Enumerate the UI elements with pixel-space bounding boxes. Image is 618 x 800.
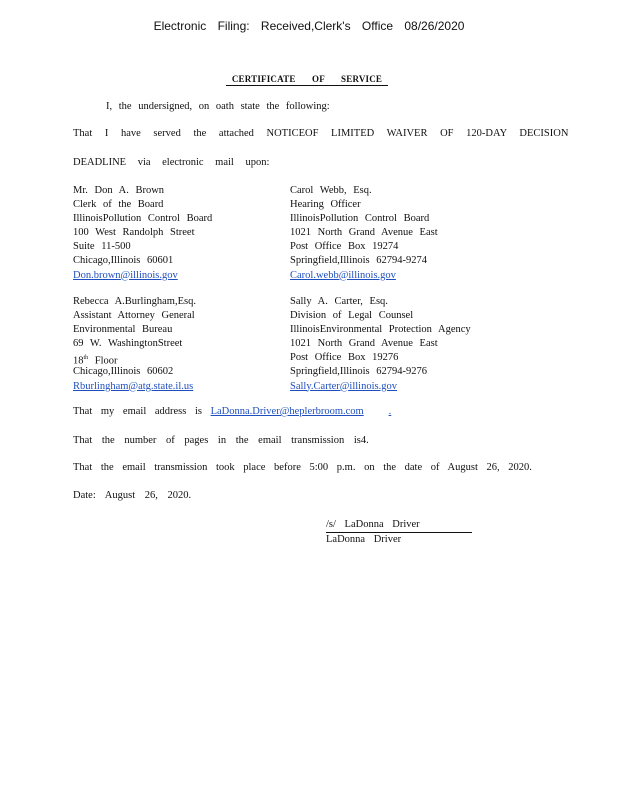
recipient-org: IllinoisPollution Control Board	[290, 213, 430, 225]
recipient-email-link[interactable]: Carol.webb@illinois.gov	[290, 269, 396, 281]
floor-suffix: th	[83, 355, 89, 362]
recipient-org: IllinoisEnvironmental Protection Agency	[290, 324, 471, 336]
served-line-2: DEADLINE via electronic mail upon:	[73, 157, 270, 168]
recipient-address-2: Post Office Box 19276	[290, 352, 399, 364]
floor-word: Floor	[94, 355, 118, 367]
recipient-brown	[73, 184, 212, 283]
recipient-name: Mr. Don A. Brown	[73, 185, 165, 196]
date-statement: Date: August 26, 2020.	[73, 490, 192, 501]
recipient-org: Environmental Bureau	[73, 324, 173, 336]
recipient-title: Assistant Attorney General	[73, 310, 195, 322]
recipient-burlingham	[73, 295, 211, 394]
recipient-address-2: Suite 11-500	[73, 241, 131, 253]
recipient-email-link[interactable]: Don.brown@illinois.gov	[73, 269, 178, 281]
recipient-name: Sally A. Carter, Esq.	[290, 296, 388, 307]
intro-text: I, the undersigned, on oath state the following:	[106, 101, 330, 112]
recipient-address-1: 100 West Randolph Street	[73, 227, 195, 239]
recipient-city: Springfield,Illinois 62794-9276	[290, 366, 427, 378]
pages-statement: That the number of pages in the email transmission is4.	[73, 435, 369, 446]
recipient-floor	[73, 351, 211, 365]
certificate-title: CERTIFICATE OF SERVICE	[226, 74, 388, 86]
signer-name: LaDonna Driver	[326, 534, 402, 545]
recipient-carter	[290, 295, 471, 394]
served-line-1: That I have served the attached NOTICEOF LIMITED WAIVER OF 120-DAY DECISION	[73, 128, 569, 139]
recipient-city: Chicago,Illinois 60602	[73, 366, 174, 378]
recipient-name: Rebecca A.Burlingham,Esq.	[73, 296, 196, 307]
recipient-email-link[interactable]: Sally.Carter@illinois.gov	[290, 380, 397, 392]
recipient-title: Hearing Officer	[290, 199, 361, 211]
email-prefix: That my email address is	[73, 406, 202, 417]
recipient-webb	[290, 184, 438, 283]
signature-line: /s/ LaDonna Driver	[326, 518, 472, 533]
recipient-address-1: 69 W. WashingtonStreet	[73, 338, 183, 350]
time-statement: That the email transmission took place before 5:00 p.m. on the date of August 26, 2020.	[73, 462, 532, 473]
recipient-name: Carol Webb, Esq.	[290, 185, 372, 196]
recipient-city: Chicago,Illinois 60601	[73, 255, 174, 267]
floor-number: 18	[73, 355, 84, 367]
filing-header: Electronic Filing: Received,Clerk's Office 08/26/2020	[153, 19, 465, 33]
sender-email-link[interactable]: LaDonna.Driver@heplerbroom.com	[210, 406, 364, 417]
recipient-address-2: Post Office Box 19274	[290, 241, 399, 253]
recipient-email-link[interactable]: Rburlingham@atg.state.il.us	[73, 380, 194, 392]
recipient-org: IllinoisPollution Control Board	[73, 213, 213, 225]
recipient-address-1: 1021 North Grand Avenue East	[290, 338, 438, 350]
recipient-city: Springfield,Illinois 62794-9274	[290, 255, 427, 267]
email-period: .	[388, 406, 392, 417]
signature-block	[326, 518, 472, 547]
recipient-title: Division of Legal Counsel	[290, 310, 414, 322]
recipient-title: Clerk of the Board	[73, 199, 164, 211]
email-statement	[73, 406, 391, 417]
recipient-address-1: 1021 North Grand Avenue East	[290, 227, 438, 239]
